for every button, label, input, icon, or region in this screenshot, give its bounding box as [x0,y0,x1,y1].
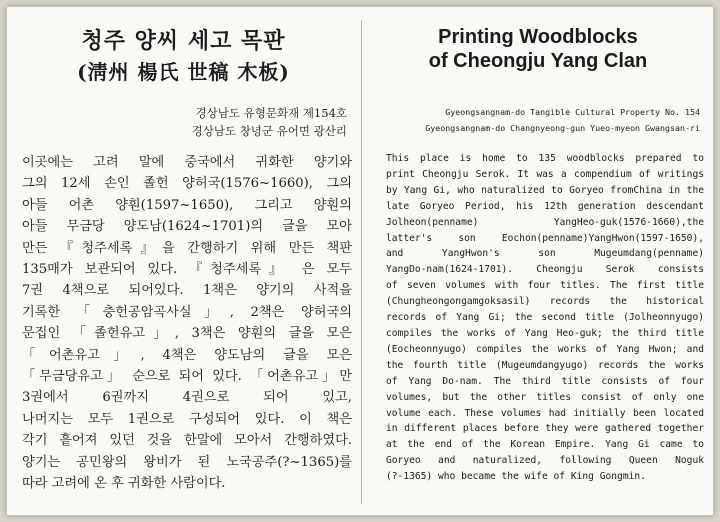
korean-location: 경상남도 창녕군 유어면 광산리 [191,124,347,138]
english-body-line: of Yang Do-nam. The third title consists of four [386,375,704,387]
korean-body-line: 나머지는 모두 1권으로 구성되어 있다. 이 책은 [22,411,352,427]
english-description [386,151,704,485]
english-body-line: compiles the works of Yang Heo-guk; the third title [386,327,704,339]
english-body-line: (Chungheongongamgoksasil) records the historical [386,296,704,308]
korean-body-line: 「어촌유고」, 4책은 양도남의 글을 모은 [22,347,352,363]
korean-body-line: 만든 『청주세록』을 간행하기 위해 만든 책판 [22,240,352,256]
korean-body-line: 아들 어촌 양훤(1597~1650), 그리고 양훤의 [22,197,352,213]
english-body-line: of seven volumes with four titles. The first title [386,280,704,292]
korean-body-line: 「무금당유고」 순으로 되어 있다. 「어촌유고」만 [22,369,352,385]
korean-body-line: 이곳에는 고려 말에 중국에서 귀화한 양기와 [22,155,352,170]
korean-body-line: 문집인 「졸헌유고」, 3책은 양훤의 글을 모은 [22,326,352,342]
english-body-line: latter's son Eochon(penname)YangHwon(1597-1650), [386,232,704,244]
korean-title-hanja: (淸州 楊氏 世稿 木板) [77,60,290,84]
korean-title: 청주 양씨 세고 목판 [81,28,286,54]
english-body-line: Jolheon(penname) YangHeo-guk(1576-1660),the [386,216,704,228]
korean-body-line: 아들 무금당 양도남(1624~1701)의 글을 모아 [22,219,352,235]
korean-body-line: 각기 흩어져 있던 것을 한말에 모아서 간행하였다. [22,433,352,449]
korean-description [22,152,352,495]
korean-body-line: 기록한 「충헌공암곡사실」, 2책은 양허국의 [22,304,352,320]
english-body-line: late Goryeo Period, his 12th generation descendant [386,200,704,212]
english-body-line: volumes, but the other titles consist of only one [386,391,704,403]
korean-body-line: 양기는 공민왕의 왕비가 된 노국공주(?~1365)를 [22,454,352,470]
english-body-line: and YangHwon's son Mugeumdang(penname) [386,248,704,260]
english-property-number: Gyeongsangnam-do Tangible Cultural Property No. 154 [445,107,700,117]
english-body-line: records of Yang Gi; the second title (Jolheonnyugo) [386,312,704,324]
english-body-line: (?-1365) who became the wife of King Gongmin. [386,471,646,483]
english-body-line: YangDo-nam(1624-1701). Cheongju Serok consists [386,264,704,276]
english-body-line: print Cheongju Serok. It was a compendium of writings [386,168,704,180]
english-location: Gyeongsangnam-do Changnyeong-gun Yueo-myeon Gwangsan-ri [425,123,700,133]
korean-property-number: 경상남도 유형문화재 제154호 [195,106,347,120]
english-body-line: (Eocheonnyugo) compiles the works of Yang Hwon; and [386,343,704,355]
english-body-line: in different places before they were gathered together [386,423,704,435]
english-body-line: Goryeo and naturalized, following Queen Noguk [386,455,704,467]
korean-body-line: 135매가 보관되어 있다. 『청주세록』 은 모두 [22,262,352,278]
english-body-line: by Yang Gi, who naturalized to Goryeo fromChina in the [386,184,704,196]
english-body-line: the fourth title (Mugeumdangyugo) records the works [386,359,704,371]
column-divider [361,20,362,504]
english-body-line: at the end of the Korean Empire. Yang Gi came to [386,439,704,451]
english-body-line: This place is home to 135 woodblocks prepared to [386,153,704,164]
information-sign [6,6,714,516]
korean-body-line: 따라 고려에 온 후 귀화한 사람이다. [22,476,226,492]
korean-body-line: 3권에서 6권까지 4권으로 되어 있고, [22,390,352,406]
english-title-line2: of Cheongju Yang Clan [428,50,648,72]
korean-body-line: 7권 4책으로 되어있다. 1책은 양기의 사적을 [22,283,352,299]
korean-body-line: 그의 12세 손인 졸헌 양허국(1576~1660), 그의 [22,176,352,192]
english-body-line: volume each. These volumes had initially been located [386,407,704,419]
english-title-line1: Printing Woodblocks [438,26,638,48]
